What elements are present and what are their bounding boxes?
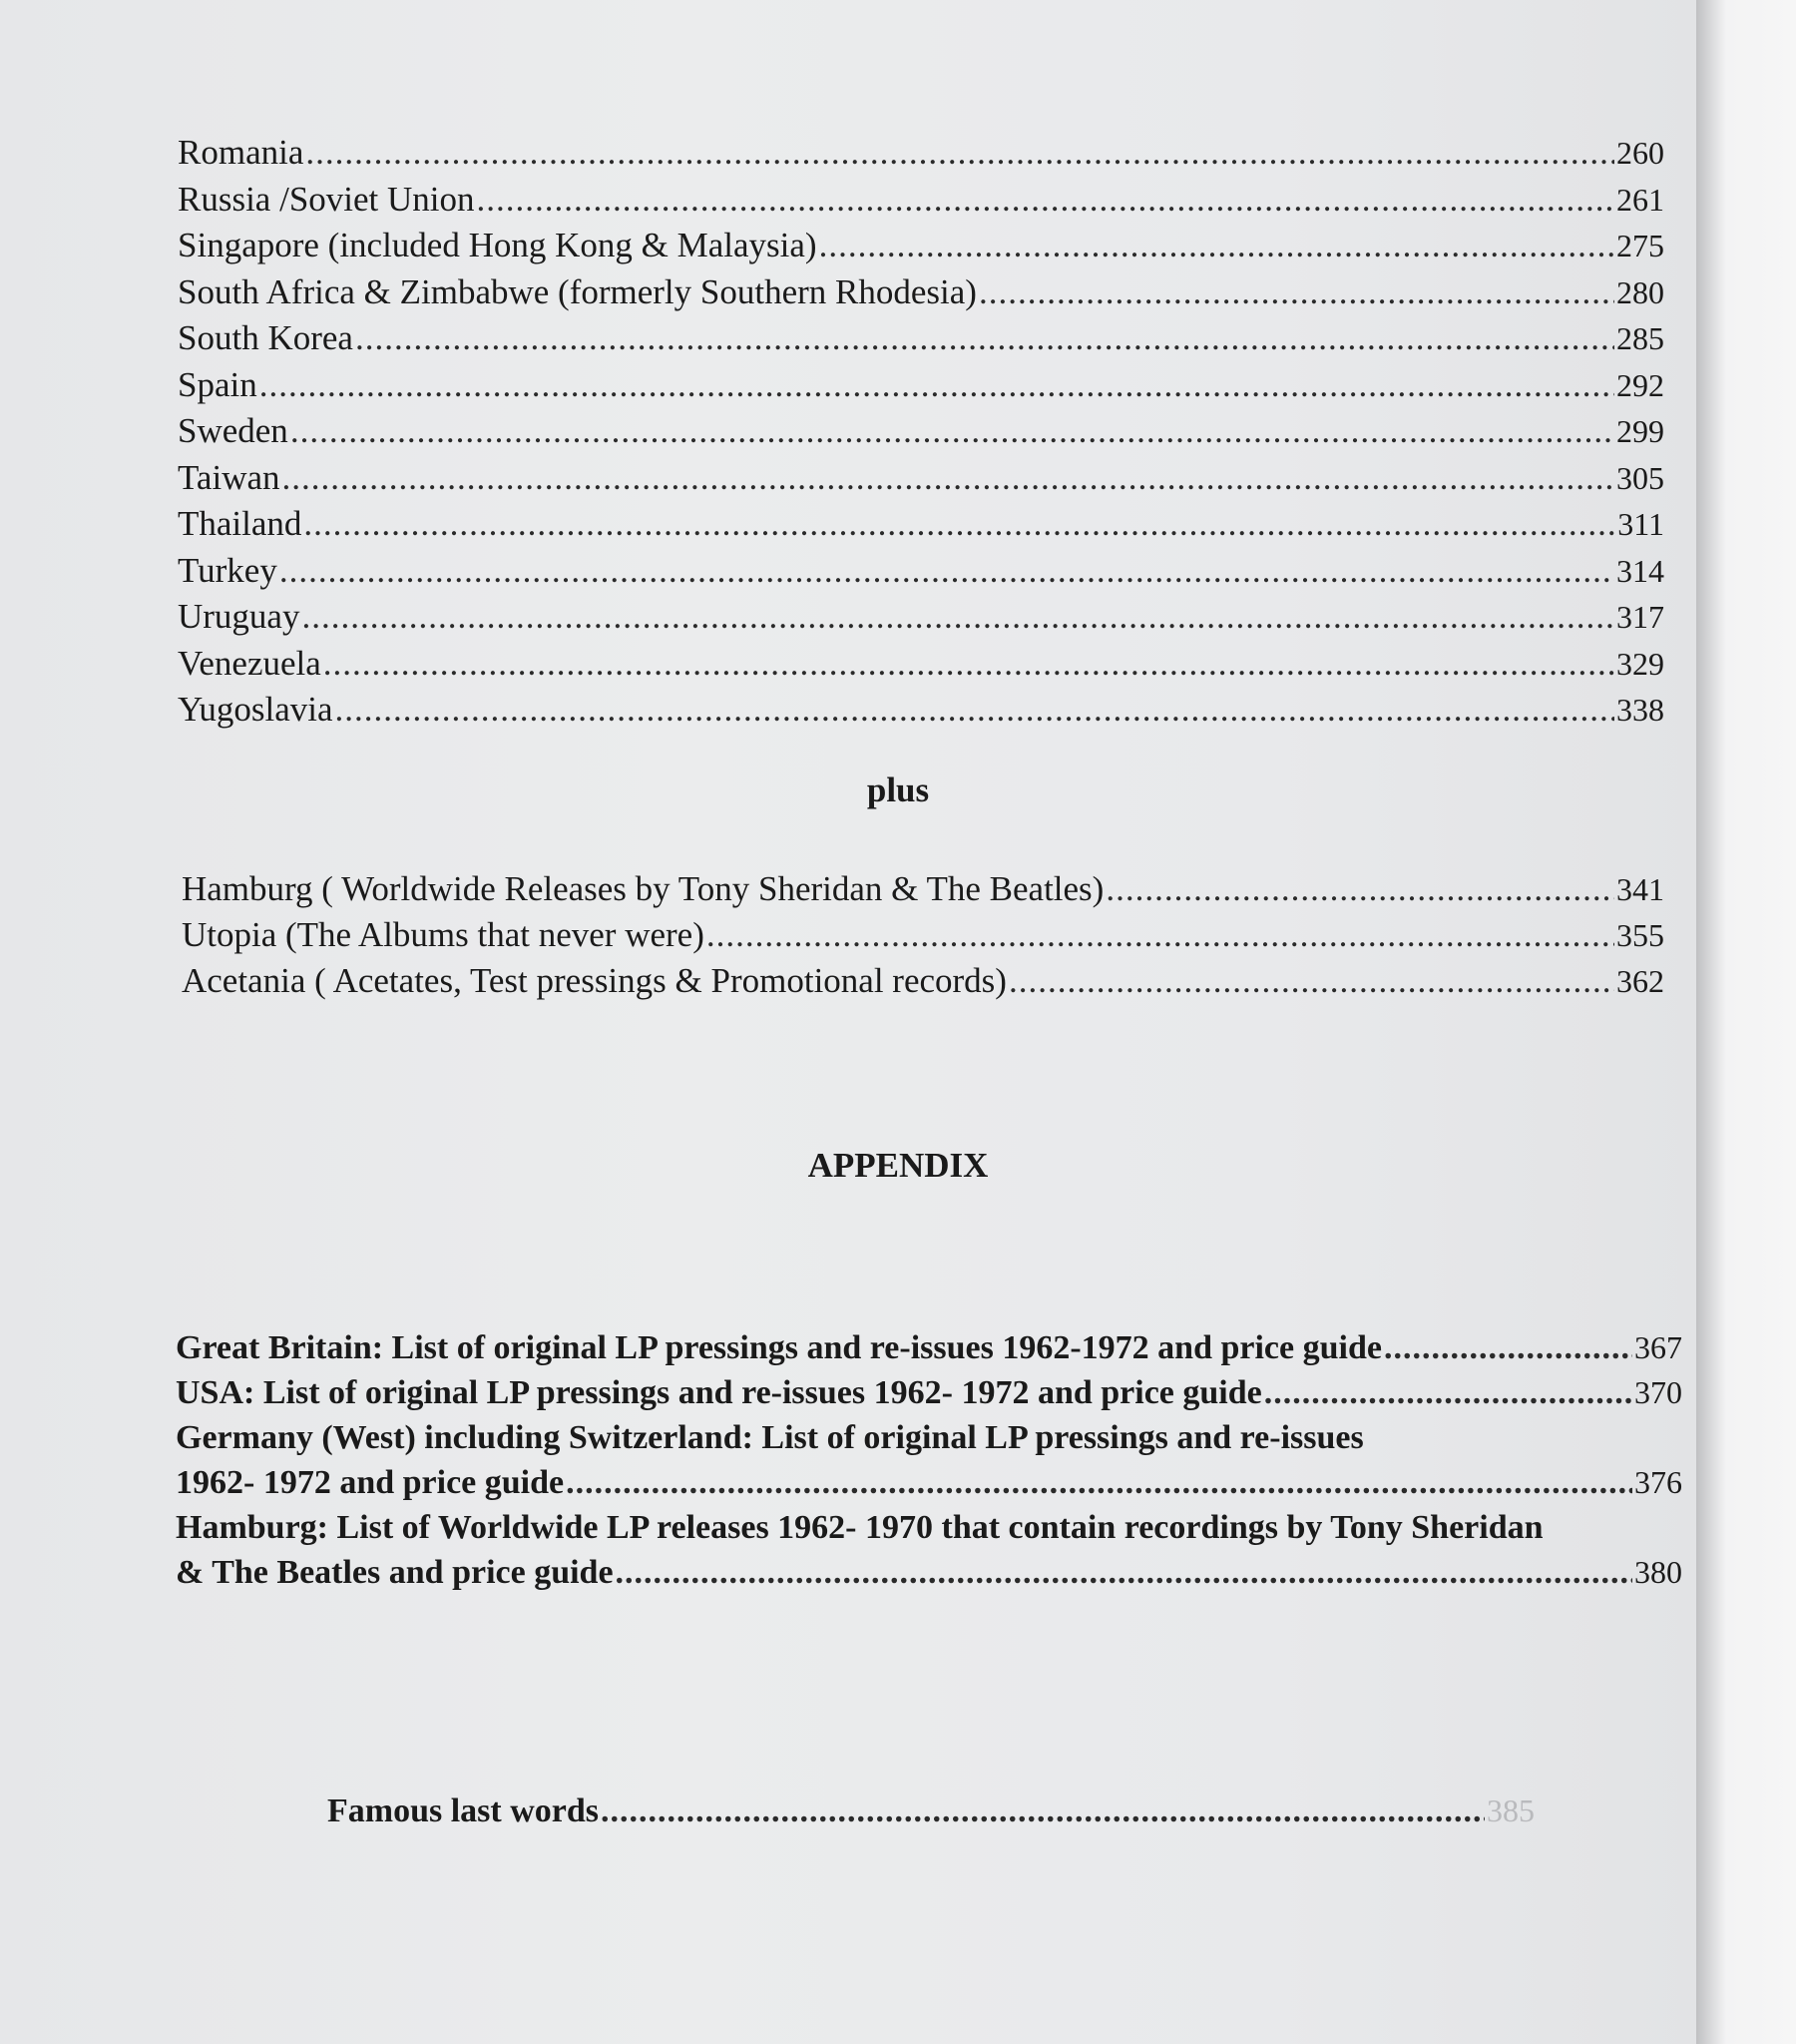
toc-entry-turkey <box>178 548 1664 595</box>
toc-page-number: 355 <box>1616 917 1664 953</box>
dot-leader <box>979 269 1614 315</box>
dot-leader <box>566 1460 1632 1505</box>
toc-entry-russia <box>178 177 1664 224</box>
toc-entry-singapore <box>178 223 1664 269</box>
toc-entry-south-korea <box>178 315 1664 362</box>
dot-leader <box>303 501 1615 547</box>
toc-entry-utopia <box>182 912 1664 958</box>
appendix-entry-hamburg-line1: Hamburg: List of Worldwide LP releases 1962- 1970 that contain recordings by Tony Sheridan <box>176 1509 1544 1546</box>
toc-entry-uruguay <box>178 594 1664 641</box>
toc-entry-spain <box>178 362 1664 409</box>
toc-entry-sweden <box>178 408 1664 455</box>
dot-leader <box>305 130 1614 176</box>
toc-entry-label: Acetania ( Acetates, Test pressings & Promotional records) <box>182 961 1007 1000</box>
toc-page-number: 380 <box>1634 1554 1682 1590</box>
appendix-contents-list <box>176 1325 1682 1595</box>
toc-entry-yugoslavia <box>178 687 1664 734</box>
dot-leader <box>601 1788 1485 1834</box>
toc-entry-label: Yugoslavia <box>178 690 333 729</box>
toc-page-number: 314 <box>1616 552 1664 589</box>
toc-entry-label: Taiwan <box>178 457 280 497</box>
toc-page-number: 367 <box>1634 1329 1682 1365</box>
toc-entry-famous-last-words <box>327 1788 1535 1834</box>
dot-leader <box>706 912 1614 958</box>
toc-page-number: 329 <box>1616 645 1664 682</box>
toc-entry-taiwan <box>178 455 1664 502</box>
toc-page-number: 280 <box>1616 273 1664 310</box>
toc-page-number: 376 <box>1634 1464 1682 1500</box>
dot-leader <box>355 315 1614 361</box>
dot-leader <box>323 641 1614 687</box>
plus-contents-list <box>182 866 1664 1004</box>
dot-leader <box>1264 1370 1632 1415</box>
toc-page-number: 385 <box>1487 1792 1535 1828</box>
toc-entry-label: Russia /Soviet Union <box>178 179 475 219</box>
dot-leader <box>1106 866 1614 912</box>
toc-entry-label: Hamburg ( Worldwide Releases by Tony Sheridan & The Beatles) <box>182 869 1105 908</box>
appendix-heading: APPENDIX <box>807 1146 989 1185</box>
toc-page-number: 285 <box>1616 320 1664 356</box>
toc-entry-label: & The Beatles and price guide <box>176 1554 614 1591</box>
final-contents-list <box>327 1788 1535 1834</box>
dot-leader <box>819 223 1614 268</box>
toc-entry-label: Turkey <box>178 550 277 590</box>
country-contents-list <box>178 130 1664 734</box>
plus-heading: plus <box>866 770 930 809</box>
toc-entry-label: Spain <box>178 364 257 404</box>
toc-entry-label: Venezuela <box>178 643 321 683</box>
toc-entry-label: USA: List of original LP pressings and re-issues 1962- 1972 and price guide <box>176 1374 1262 1411</box>
appendix-entry-great-britain <box>176 1325 1682 1370</box>
toc-entry-south-africa <box>178 269 1664 316</box>
dot-leader <box>290 408 1614 454</box>
dot-leader <box>616 1550 1632 1595</box>
toc-entry-venezuela <box>178 641 1664 688</box>
dot-leader <box>282 455 1614 501</box>
appendix-entry-germany-line1: Germany (West) including Switzerland: List of original LP pressings and re-issues <box>176 1419 1364 1456</box>
toc-entry-label: Sweden <box>178 411 288 450</box>
toc-page-number: 260 <box>1616 135 1664 171</box>
toc-entry-hamburg <box>182 866 1664 912</box>
toc-entry-label: Thailand <box>178 504 302 543</box>
toc-entry-label: Famous last words <box>327 1792 600 1829</box>
toc-page-number: 292 <box>1616 366 1664 403</box>
dot-leader <box>259 362 1614 408</box>
toc-entry-label: South Africa & Zimbabwe (formerly Southern Rhodesia) <box>178 271 977 311</box>
toc-entry-label: Uruguay <box>178 597 300 636</box>
toc-page-number: 338 <box>1616 692 1664 728</box>
toc-entry-label: 1962- 1972 and price guide <box>176 1464 565 1501</box>
toc-entry-label: Great Britain: List of original LP pressings and re-issues 1962-1972 and price guide <box>176 1329 1382 1366</box>
toc-entry-acetania <box>182 958 1664 1004</box>
toc-page-number: 370 <box>1634 1374 1682 1410</box>
dot-leader <box>1009 958 1614 1004</box>
toc-entry-romania <box>178 130 1664 177</box>
toc-entry-label: Singapore (included Hong Kong & Malaysia) <box>178 226 817 264</box>
toc-page-number: 305 <box>1616 459 1664 496</box>
toc-page-number: 299 <box>1616 413 1664 449</box>
toc-page-number: 362 <box>1616 963 1664 999</box>
appendix-entry-germany <box>176 1460 1682 1505</box>
toc-entry-label: South Korea <box>178 318 353 357</box>
toc-entry-label: Romania <box>178 133 304 172</box>
dot-leader <box>1384 1325 1632 1370</box>
facing-page-edge <box>1696 0 1796 2044</box>
dot-leader <box>477 177 1614 223</box>
toc-page-number: 341 <box>1616 871 1664 907</box>
appendix-entry-hamburg <box>176 1550 1682 1595</box>
dot-leader <box>279 548 1614 594</box>
toc-entry-label: Utopia (The Albums that never were) <box>182 915 704 954</box>
toc-page-number: 311 <box>1617 506 1664 542</box>
toc-page-number: 317 <box>1616 599 1664 635</box>
dot-leader <box>335 687 1614 733</box>
dot-leader <box>301 594 1614 640</box>
toc-page-number: 275 <box>1616 228 1664 263</box>
toc-entry-thailand <box>178 501 1664 548</box>
toc-page-number: 261 <box>1616 181 1664 218</box>
appendix-entry-usa <box>176 1370 1682 1415</box>
